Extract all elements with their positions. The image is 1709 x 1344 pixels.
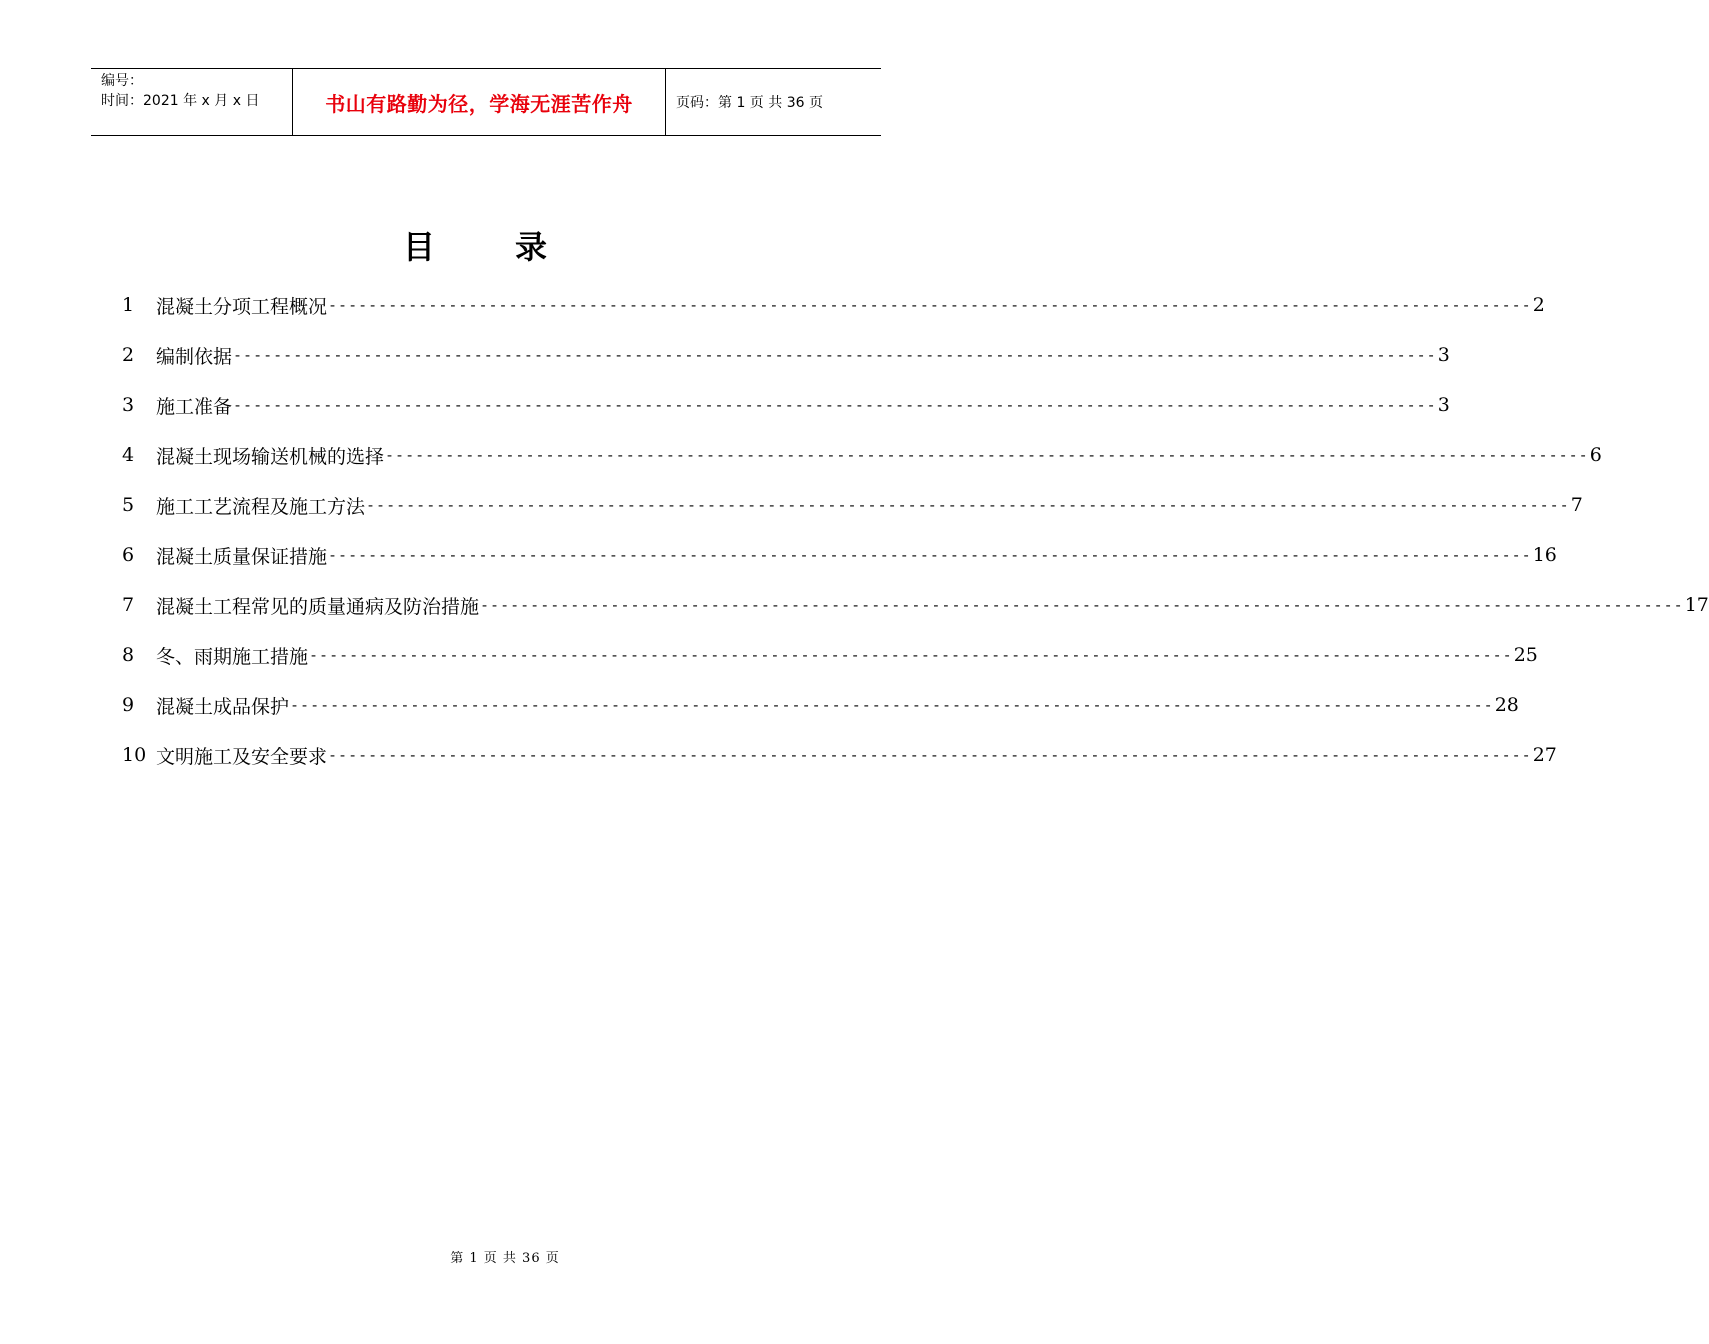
toc-entry-title: 混凝土工程常见的质量通病及防治措施 (156, 595, 480, 618)
toc-entry-page: 7 (1570, 494, 1583, 516)
table-of-contents (122, 280, 1709, 780)
toc-entry-number: 10 (122, 744, 147, 766)
toc-entry-title: 混凝土质量保证措施 (156, 545, 328, 568)
header-meta (91, 69, 293, 135)
toc-leader-dashes: ------------------------------------------------------------------------------------------------------------------------ (233, 346, 1437, 364)
toc-entry-number: 3 (122, 394, 135, 416)
header-page-cell (666, 69, 881, 135)
toc-title (0, 222, 950, 268)
toc-entry[interactable] (122, 430, 1602, 480)
toc-entry[interactable] (122, 380, 1450, 430)
toc-entry[interactable] (122, 330, 1450, 380)
toc-entry-page: 16 (1532, 544, 1557, 566)
toc-entry[interactable] (122, 280, 1545, 330)
toc-leader-dashes: ------------------------------------------------------------------------------------------------------------------------ (309, 646, 1513, 664)
page-info: 页码：第 1 页 共 36 页 (676, 95, 823, 111)
toc-entry[interactable] (122, 630, 1538, 680)
toc-leader-dashes: ------------------------------------------------------------------------------------------------------------------------ (233, 396, 1437, 414)
toc-entry-title: 编制依据 (156, 345, 233, 368)
toc-entry-page: 2 (1532, 294, 1545, 316)
toc-entry[interactable] (122, 730, 1557, 780)
toc-entry-title: 施工工艺流程及施工方法 (156, 495, 366, 518)
toc-entry-number: 8 (122, 644, 135, 666)
toc-entry-number: 2 (122, 344, 135, 366)
toc-entry-title: 混凝土分项工程概况 (156, 295, 328, 318)
toc-entry-number: 1 (122, 294, 135, 316)
toc-entry-page: 6 (1589, 444, 1602, 466)
toc-entry-page: 27 (1532, 744, 1557, 766)
toc-leader-dashes: ------------------------------------------------------------------------------------------------------------------------ (328, 546, 1532, 564)
toc-leader-dashes: ------------------------------------------------------------------------------------------------------------------------ (480, 596, 1684, 614)
toc-entry-title: 冬、雨期施工措施 (156, 645, 309, 668)
toc-leader-dashes: ------------------------------------------------------------------------------------------------------------------------ (385, 446, 1589, 464)
toc-entry-page: 28 (1494, 694, 1519, 716)
toc-entry-title: 施工准备 (156, 395, 233, 418)
page-header (91, 68, 881, 136)
toc-entry-page: 17 (1684, 594, 1709, 616)
toc-entry-number: 4 (122, 444, 135, 466)
header-motto-cell (293, 69, 666, 135)
toc-entry-page: 3 (1437, 344, 1450, 366)
toc-leader-dashes: ------------------------------------------------------------------------------------------------------------------------ (328, 746, 1532, 764)
toc-title-char-2: 录 (515, 228, 548, 266)
motto: 书山有路勤为径，学海无涯苦作舟 (325, 91, 633, 116)
toc-entry-title: 混凝土现场输送机械的选择 (156, 445, 385, 468)
time-label: 时间：2021 年 x 月 x 日 (101, 93, 260, 109)
toc-leader-dashes: ------------------------------------------------------------------------------------------------------------------------ (328, 296, 1532, 314)
toc-entry[interactable] (122, 480, 1583, 530)
toc-entry-page: 3 (1437, 394, 1450, 416)
toc-entry-number: 6 (122, 544, 135, 566)
toc-leader-dashes: ------------------------------------------------------------------------------------------------------------------------ (366, 496, 1570, 514)
toc-entry-number: 7 (122, 594, 135, 616)
toc-entry[interactable] (122, 680, 1519, 730)
toc-entry[interactable] (122, 580, 1709, 630)
toc-entry-title: 混凝土成品保护 (156, 695, 290, 718)
toc-entry-title: 文明施工及安全要求 (156, 745, 328, 768)
toc-entry-number: 5 (122, 494, 135, 516)
number-label: 编号： (101, 73, 143, 89)
toc-entry[interactable] (122, 530, 1557, 580)
toc-leader-dashes: ------------------------------------------------------------------------------------------------------------------------ (290, 696, 1494, 714)
toc-entry-page: 25 (1513, 644, 1538, 666)
toc-title-char-1: 目 (402, 228, 435, 266)
page-footer: 第 1 页 共 36 页 (450, 1251, 560, 1266)
toc-entry-number: 9 (122, 694, 135, 716)
